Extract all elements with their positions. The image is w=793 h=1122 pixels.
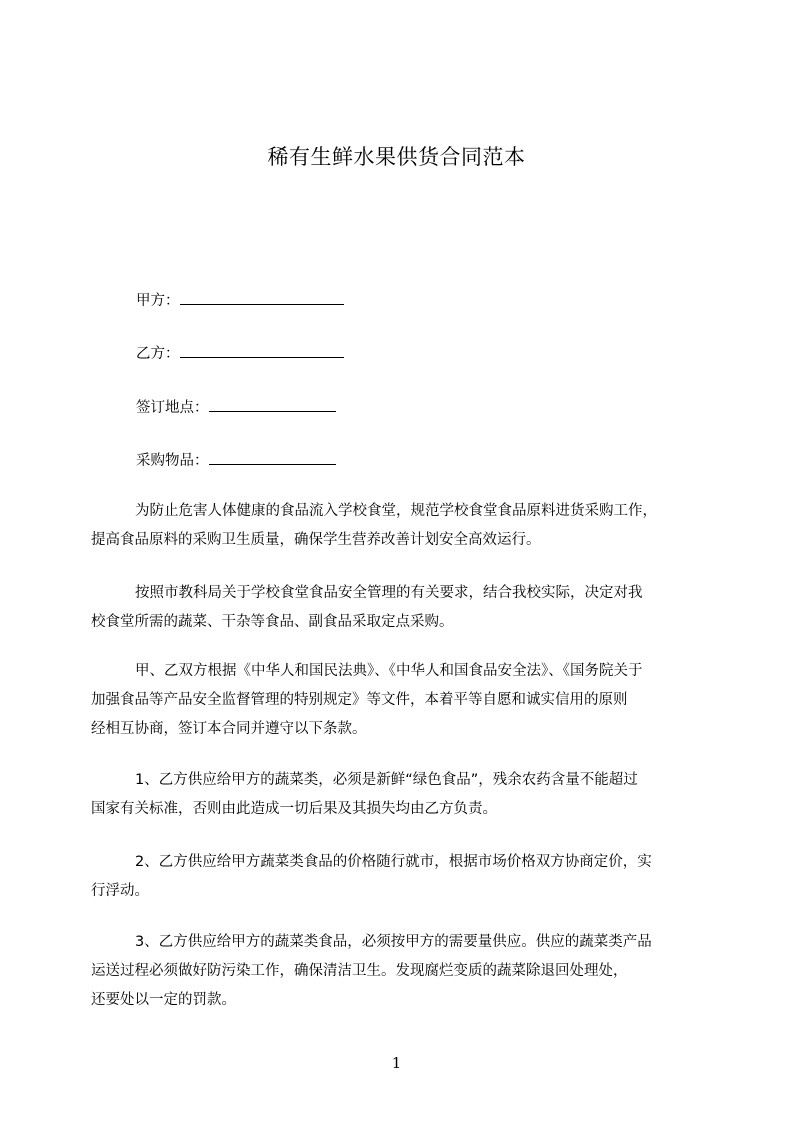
paragraph-line: 提高食品原料的采购卫生质量，确保学生营养改善计划安全高效运行。 (91, 532, 541, 548)
party-a-field (136, 291, 344, 311)
party-a-label: 甲方： (136, 293, 180, 309)
party-b-blank (180, 344, 344, 358)
paragraph-purpose (91, 497, 711, 555)
paragraph-legal (91, 657, 711, 744)
paragraph-line: 3、乙方供应给甲方的蔬菜类食品，必须按甲方的需要量供应。供应的蔬菜类产品 (135, 934, 652, 950)
paragraph-line: 经相互协商，签订本合同并遵守以下条款。 (91, 721, 367, 737)
paragraph-line: 2、乙方供应给甲方蔬菜类食品的价格随行就市，根据市场价格双方协商定价，实 (135, 854, 652, 870)
paragraph-line: 行浮动。 (91, 883, 149, 899)
paragraph-line: 国家有关标准，否则由此造成一切后果及其损失均由乙方负责。 (91, 801, 497, 817)
clause-2 (91, 848, 711, 906)
paragraph-basis (91, 579, 711, 637)
paragraph-line: 还要处以一定的罚款。 (91, 992, 236, 1008)
paragraph-line: 加强食品等产品安全监督管理的特别规定》等文件，本着平等自愿和诚实信用的原则 (91, 692, 628, 708)
party-b-field (136, 344, 344, 364)
paragraph-line: 运送过程必须做好防污染工作，确保清洁卫生。发现腐烂变质的蔬菜除退回处理处， (91, 963, 628, 979)
party-b-label: 乙方： (136, 346, 180, 362)
purchase-items-field (136, 451, 336, 471)
purchase-items-label: 采购物品： (136, 453, 209, 469)
page-number: 1 (391, 1054, 402, 1072)
paragraph-line: 甲、乙双方根据《中华人和国民法典》、《中华人和国食品安全法》、《国务院关于 (135, 663, 643, 679)
signing-place-blank (209, 398, 336, 412)
signing-place-label: 签订地点： (136, 400, 209, 416)
paragraph-line: 为防止危害人体健康的食品流入学校食堂，规范学校食堂食品原料进货采购工作， (135, 503, 657, 519)
paragraph-line: 按照市教科局关于学校食堂食品安全管理的有关要求，结合我校实际，决定对我 (135, 585, 643, 601)
paragraph-line: 1、乙方供应给甲方的蔬菜类，必须是新鲜“绿色食品”，残余农药含量不能超过 (135, 772, 638, 788)
document-title: 稀有生鲜水果供货合同范本 (267, 145, 526, 169)
clause-3 (91, 928, 711, 1015)
signing-place-field (136, 398, 336, 418)
purchase-items-blank (209, 451, 336, 465)
paragraph-line: 校食堂所需的蔬菜、干杂等食品、副食品采取定点采购。 (91, 614, 454, 630)
party-a-blank (180, 291, 344, 305)
clause-1 (91, 766, 711, 824)
